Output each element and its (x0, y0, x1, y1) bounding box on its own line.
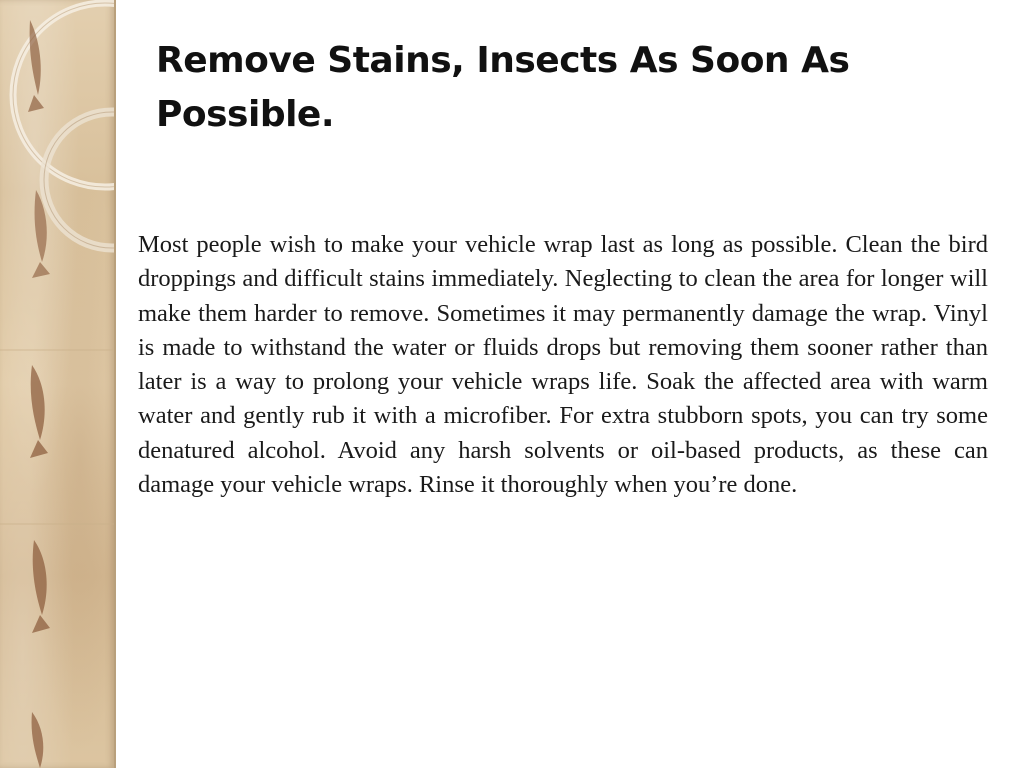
side-strip-art (0, 0, 114, 768)
slide-body-text: Most people wish to make your vehicle wrap last as long as possible. Clean the bird droppings and difficult stains immediately. Neglecting to clean the area for longer will make them harder to remove. Sometimes it may permanently damage the wrap. Vinyl is made to withstand the water or fluids drops but removing them sooner rather than later is a way to prolong your vehicle wraps life. Soak the affected area with warm water and gently rub it with a microfiber. For extra stubborn spots, you can try some denatured alcohol. Avoid any harsh solvents or oil-based products, as these can damage your vehicle wraps. Rinse it thoroughly when you’re done. (138, 231, 988, 499)
decorative-side-strip (0, 0, 116, 768)
slide-title: Remove Stains, Insects As Soon As Possible. (156, 40, 850, 135)
decorative-ring-icon (13, 3, 114, 248)
fossil-fish-icon (32, 540, 50, 633)
fossil-fish-icon (30, 365, 48, 458)
fossil-fish-icon (32, 712, 44, 768)
